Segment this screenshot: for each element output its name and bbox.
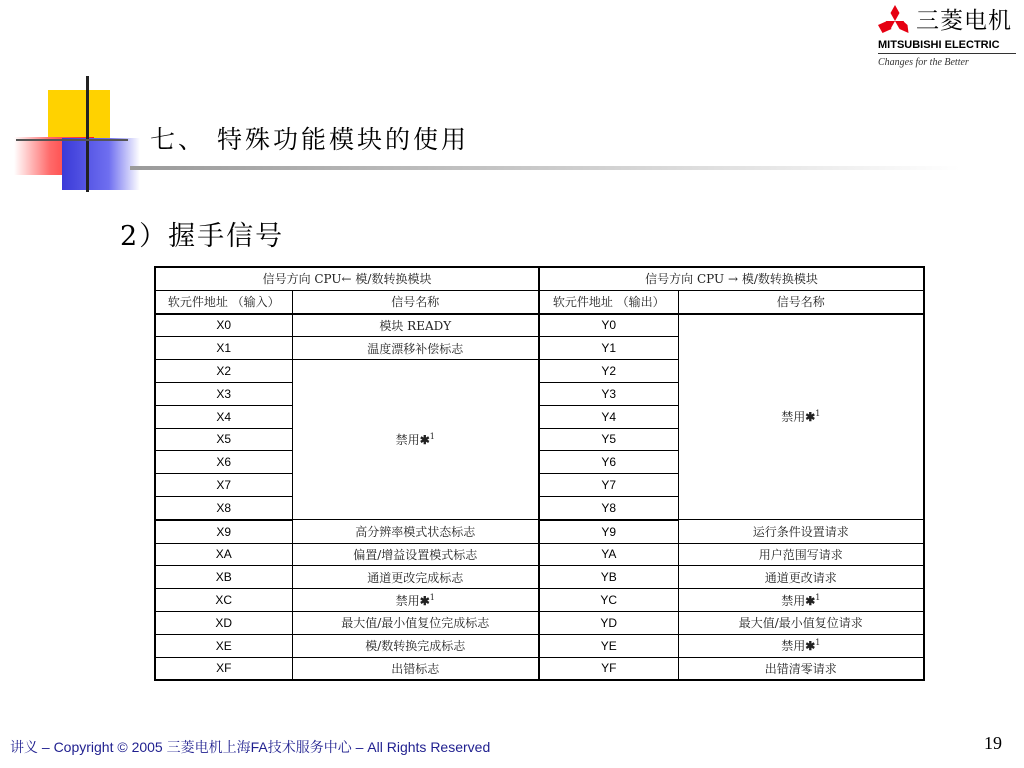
output-signal-name: 最大值/最小值复位请求 [678, 611, 924, 634]
asterisk-mark: ✱ [805, 410, 816, 425]
output-address: YD [539, 611, 678, 634]
output-address: YF [539, 657, 678, 680]
group-header-input: 信号方向 CPU← 模/数转换模块 [155, 267, 539, 290]
output-address: YE [539, 634, 678, 657]
note-number: 1 [429, 432, 435, 442]
output-address: Y1 [539, 337, 678, 360]
input-address: X9 [155, 520, 292, 543]
logo-brand-cn: 三菱电机 [916, 8, 1012, 34]
output-address: YA [539, 543, 678, 566]
asterisk-mark: ✱ [805, 593, 816, 608]
input-address: XB [155, 566, 292, 589]
input-signal-name: 高分辨率模式状态标志 [292, 520, 539, 543]
slide-title: 七、 特殊功能模块的使用 [150, 125, 469, 154]
output-address: Y6 [539, 451, 678, 474]
input-address: XA [155, 543, 292, 566]
note-number: 1 [429, 592, 435, 602]
input-signal-name: 模/数转换完成标志 [292, 634, 539, 657]
output-address: Y4 [539, 405, 678, 428]
note-number: 1 [815, 409, 821, 419]
output-signal-name: 出错清零请求 [678, 657, 924, 680]
input-address: X5 [155, 428, 292, 451]
table-row [155, 520, 924, 543]
input-address: X3 [155, 382, 292, 405]
decor-horizontal-line [16, 139, 128, 141]
input-signal-name: 偏置/增益设置模式标志 [292, 543, 539, 566]
input-address: XF [155, 657, 292, 680]
decor-blue-block [62, 138, 140, 190]
logo-brand-en: MITSUBISHI ELECTRIC [878, 39, 1000, 51]
col-header-addr-out: 软元件地址 （输出） [539, 290, 678, 313]
note-number: 1 [815, 638, 821, 648]
table-row [155, 634, 924, 657]
decor-vertical-line [86, 76, 89, 192]
input-address: XC [155, 589, 292, 612]
asterisk-mark: ✱ [419, 433, 430, 448]
section-subtitle: 2）握手信号 [120, 221, 285, 252]
input-address: X2 [155, 360, 292, 383]
col-header-name-out: 信号名称 [678, 290, 924, 313]
input-address: X7 [155, 474, 292, 497]
output-address: Y2 [539, 360, 678, 383]
logo-tagline: Changes for the Better [878, 57, 969, 68]
output-disabled-cell: 禁用✱$^1$ [678, 314, 924, 520]
input-address: X6 [155, 451, 292, 474]
input-signal-name: 模块 READY [292, 314, 539, 337]
table-row [155, 566, 924, 589]
input-address: X8 [155, 496, 292, 519]
output-address: YC [539, 589, 678, 612]
output-disabled-cell: 禁用✱$^1$ [678, 634, 924, 657]
table-row [155, 611, 924, 634]
input-signal-name: 最大值/最小值复位完成标志 [292, 611, 539, 634]
output-signal-name: 通道更改请求 [678, 566, 924, 589]
input-address: XE [155, 634, 292, 657]
output-signal-name: 用户范围写请求 [678, 543, 924, 566]
output-address: Y0 [539, 314, 678, 337]
input-address: X0 [155, 314, 292, 337]
input-address: X4 [155, 405, 292, 428]
note-number: 1 [815, 592, 821, 602]
output-signal-name: 运行条件设置请求 [678, 520, 924, 543]
title-underline [130, 166, 960, 170]
copyright-footer: 讲义 – Copyright © 2005 三菱电机上海FA技术服务中心 – All Rights Reserved [10, 739, 491, 755]
output-address: Y5 [539, 428, 678, 451]
input-disabled-cell: 禁用✱$^1$ [292, 360, 539, 520]
input-signal-name: 出错标志 [292, 657, 539, 680]
decor-yellow-block [48, 90, 110, 140]
asterisk-mark: ✱ [805, 639, 816, 654]
page-number: 19 [984, 733, 1002, 753]
three-diamonds-icon [878, 4, 912, 34]
output-address: Y8 [539, 496, 678, 519]
mitsubishi-logo [870, 0, 1020, 76]
output-address: Y9 [539, 520, 678, 543]
logo-divider [878, 53, 1016, 54]
input-signal-name: 温度漂移补偿标志 [292, 337, 539, 360]
group-header-output: 信号方向 CPU → 模/数转换模块 [539, 267, 924, 290]
table-row [155, 543, 924, 566]
output-address: Y7 [539, 474, 678, 497]
input-disabled-cell: 禁用✱$^1$ [292, 589, 539, 612]
table-row [155, 314, 924, 337]
handshake-signal-table [154, 266, 925, 681]
output-disabled-cell: 禁用✱$^1$ [678, 589, 924, 612]
input-signal-name: 通道更改完成标志 [292, 566, 539, 589]
output-address: YB [539, 566, 678, 589]
input-address: XD [155, 611, 292, 634]
col-header-name-in: 信号名称 [292, 290, 539, 313]
table-row [155, 657, 924, 680]
output-address: Y3 [539, 382, 678, 405]
asterisk-mark: ✱ [419, 593, 430, 608]
col-header-addr-in: 软元件地址 （输入） [155, 290, 292, 313]
table-row [155, 589, 924, 612]
input-address: X1 [155, 337, 292, 360]
